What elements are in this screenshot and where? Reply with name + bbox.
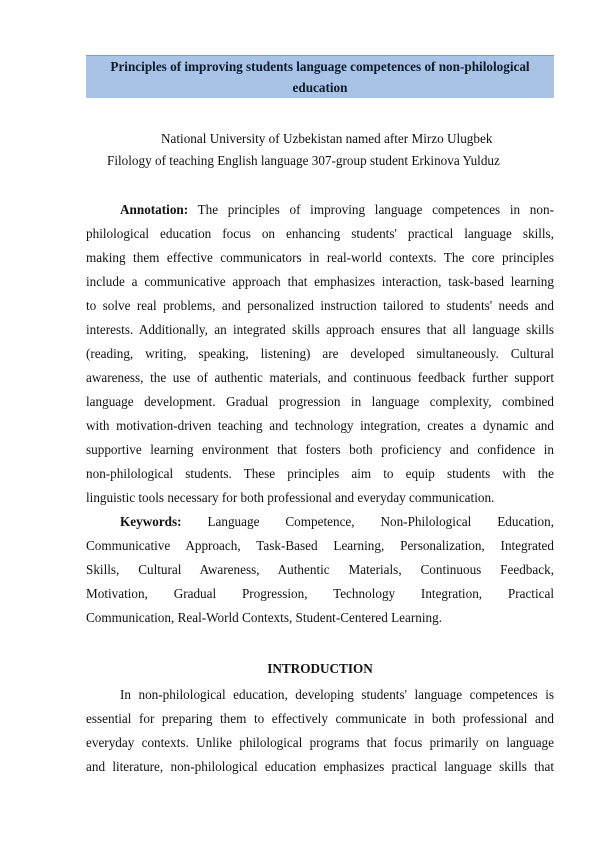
keywords-line: Communicative Approach, Task-Based Learning, Personalization, Integrated	[86, 538, 554, 553]
annotation-line: awareness, the use of authentic materials, and continuous feedback further support	[86, 370, 554, 385]
introduction-line: everyday contexts. Unlike philological programs that focus primarily on language	[86, 735, 554, 750]
annotation-line: include a communicative approach that emphasizes interaction, task-based learning	[86, 274, 554, 289]
university-affiliation: National University of Uzbekistan named after Mirzo Ulugbek	[161, 131, 493, 146]
introduction-line: essential for preparing them to effectively communicate in both professional and	[86, 711, 554, 726]
keywords-paragraph	[86, 510, 554, 630]
annotation-line: linguistic tools necessary for both professional and everyday communication.	[86, 490, 495, 505]
annotation-line: interests. Additionally, an integrated skills approach ensures that all language skills	[86, 322, 554, 337]
annotation-line: with motivation-driven teaching and technology integration, creates a dynamic and	[86, 418, 554, 433]
keywords-line: Communication, Real-World Contexts, Student-Centered Learning.	[86, 610, 443, 625]
introduction-line: In non-philological education, developing students' language competences is	[120, 687, 554, 702]
introduction-heading: INTRODUCTION	[267, 661, 373, 676]
keywords-line: Motivation, Gradual Progression, Technology Integration, Practical	[86, 586, 554, 601]
annotation-line: to solve real problems, and personalized instruction tailored to students' needs and	[86, 298, 554, 313]
annotation-line: making them effective communicators in real-world contexts. The core principles	[86, 250, 554, 265]
annotation-line: philological education focus on enhancing students' practical language skills,	[86, 226, 554, 241]
author-line: Filology of teaching English language 307-group student Erkinova Yulduz	[107, 153, 500, 168]
annotation-line: non-philological students. These principles aim to equip students with the	[86, 466, 554, 481]
paper-title	[86, 55, 554, 98]
keywords-line: Keywords: Language Competence, Non-Philological Education,	[120, 514, 554, 529]
annotation-line: language development. Gradual progression in language complexity, combined	[86, 394, 554, 409]
annotation-line: Annotation: The principles of improving language competences in non-	[120, 202, 554, 217]
keywords-line: Skills, Cultural Awareness, Authentic Materials, Continuous Feedback,	[86, 562, 554, 577]
annotation-line: supportive learning environment that fosters both proficiency and confidence in	[86, 442, 554, 457]
keywords-label: Keywords:	[120, 514, 182, 529]
annotation-paragraph	[86, 198, 554, 510]
introduction-paragraph	[86, 683, 554, 779]
introduction-line: and literature, non-philological education emphasizes practical language skills that	[86, 759, 554, 774]
paper-title-line-1: Principles of improving students language competences of non-philological	[110, 59, 530, 74]
annotation-line: (reading, writing, speaking, listening) are developed simultaneously. Cultural	[86, 346, 554, 361]
paper-title-line-2: education	[292, 80, 348, 95]
annotation-label: Annotation:	[120, 202, 189, 217]
